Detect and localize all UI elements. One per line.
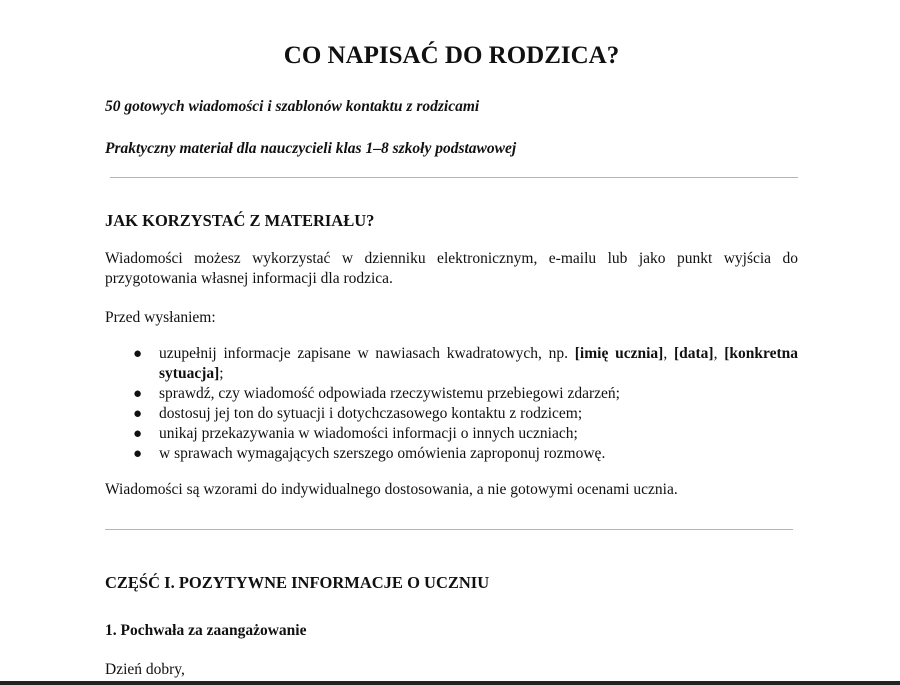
document-title: CO NAPISAĆ DO RODZICA? bbox=[283, 42, 620, 69]
bullet-icon: ● bbox=[133, 346, 143, 362]
separator: , bbox=[663, 345, 674, 362]
bullet-icon: ● bbox=[133, 426, 143, 442]
section-heading-how-to-use: JAK KORZYSTAĆ Z MATERIAŁU? bbox=[105, 211, 375, 230]
list-item-text: w sprawach wymagających szerszego omówienia zaproponuj rozmowę. bbox=[159, 445, 606, 462]
window-bottom-edge bbox=[0, 681, 900, 685]
section-heading-part-1: CZĘŚĆ I. POZYTYWNE INFORMACJE O UCZNIU bbox=[105, 573, 490, 592]
greeting-text: Dzień dobry, bbox=[105, 661, 185, 678]
placeholder-date: [data] bbox=[673, 345, 714, 362]
list-item bbox=[105, 404, 798, 424]
list-item bbox=[105, 424, 798, 444]
intro-paragraph: Wiadomości możesz wykorzystać w dzienniku elektronicznym, e-mailu lub jako punkt wyjścia do przygotowania własnej informacji dla rodzica. bbox=[105, 250, 798, 287]
list-item-text: sprawdź, czy wiadomość odpowiada rzeczywistemu przebiegowi zdarzeń; bbox=[159, 385, 620, 402]
list-item bbox=[105, 344, 798, 384]
placeholder-situation: [konkretna sytuacja] bbox=[159, 345, 799, 382]
document-subtitle-2: Praktyczny materiał dla nauczycieli klas 1–8 szkoły podstawowej bbox=[105, 140, 517, 157]
bullet-icon: ● bbox=[133, 446, 143, 462]
separator: , bbox=[713, 345, 725, 362]
list-item-text: unikaj przekazywania w wiadomości informacji o innych uczniach; bbox=[159, 425, 578, 442]
list-item-text: uzupełnij informacje zapisane w nawiasach kwadratowych, np. bbox=[159, 345, 575, 362]
list-item-end: ; bbox=[219, 365, 224, 382]
checklist bbox=[105, 344, 798, 464]
placeholder-student-name: [imię ucznia] bbox=[574, 345, 664, 362]
closing-paragraph: Wiadomości są wzorami do indywidualnego dostosowania, a nie gotowymi ocenami ucznia. bbox=[105, 481, 678, 498]
list-item-text: dostosuj jej ton do sytuacji i dotychczasowego kontaktu z rodzicem; bbox=[159, 405, 583, 422]
horizontal-rule-2 bbox=[105, 529, 793, 530]
list-item bbox=[105, 444, 798, 464]
list-item bbox=[105, 384, 798, 404]
before-sending-label: Przed wysłaniem: bbox=[105, 309, 216, 326]
item-heading-praise: 1. Pochwała za zaangażowanie bbox=[105, 622, 307, 639]
bullet-icon: ● bbox=[133, 406, 143, 422]
bullet-icon: ● bbox=[133, 386, 143, 402]
horizontal-rule-1 bbox=[110, 177, 798, 178]
document-subtitle-1: 50 gotowych wiadomości i szablonów kontaktu z rodzicami bbox=[105, 98, 480, 115]
